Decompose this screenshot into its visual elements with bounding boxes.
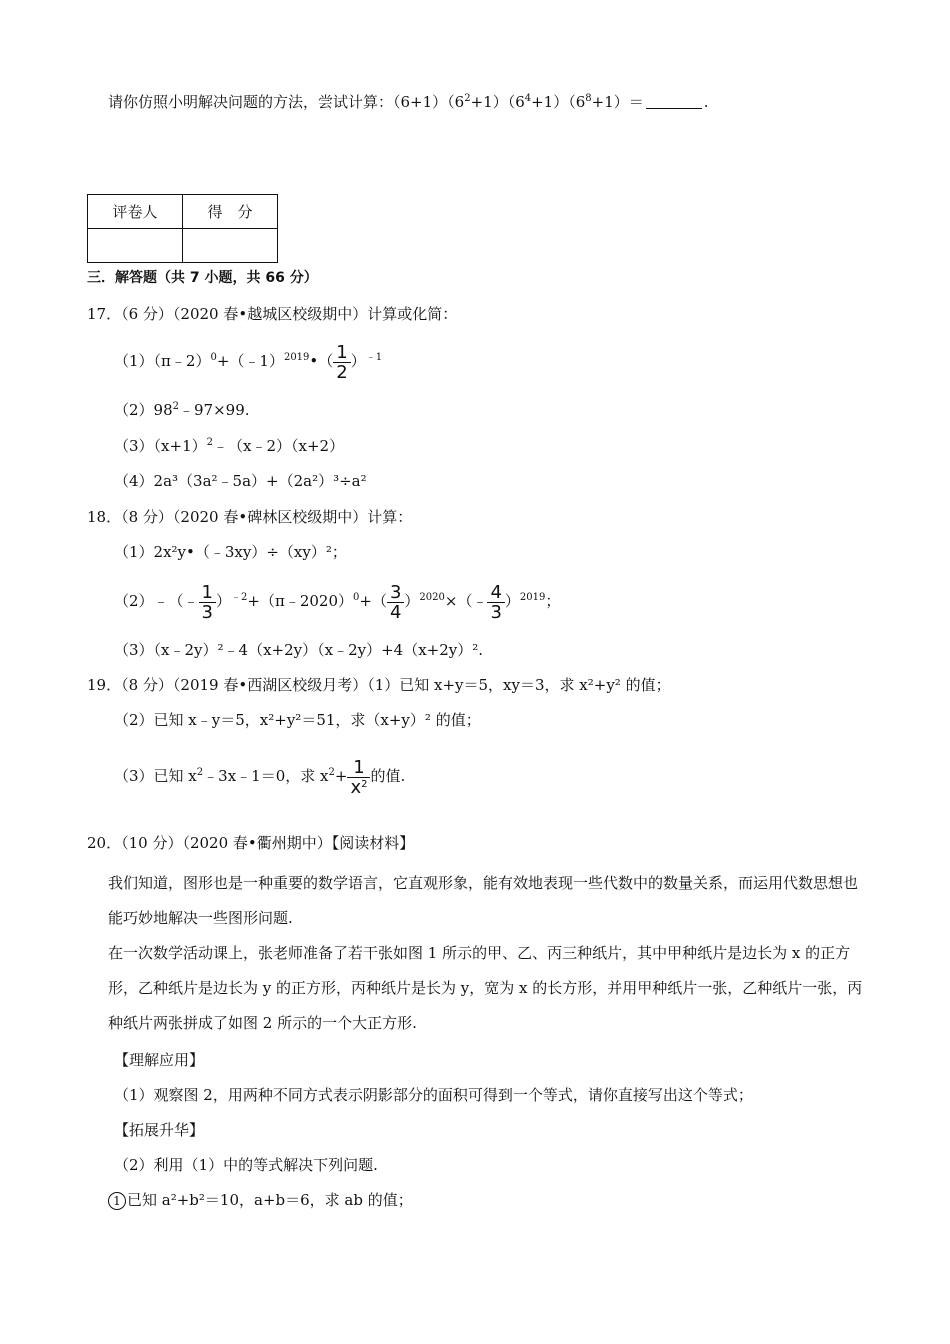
- q18-part2: （2）﹣（﹣ $\frac{1}{3}$ ）$^{﹣2}$+（π﹣2020）$^0$+（ $\frac{3}{4}$ ）$^{2020}$×（﹣ $\frac{4}{3}$ ）$^{2019}$；: [114, 581, 561, 623]
- q20-understand-heading: 【理解应用】: [114, 1051, 205, 1069]
- top-question-line: 请你仿照小明解决问题的方法，尝试计算：$(6+1)(6^2+1)(6^4+1)(6^8+1)=$ .: [108, 93, 709, 111]
- q20-subquestion-1: 1 已知 a²+b²＝10，a+b＝6，求 ab 的值；: [108, 1190, 413, 1210]
- score-table-grader-cell[interactable]: [88, 229, 183, 263]
- q20-paragraph-2: 在一次数学活动课上，张老师准备了若干张如图 1 所示的甲、乙、丙三种纸片，其中甲种纸片是边长为 x 的正方形，乙种纸片是边长为 y 的正方形，丙种纸片是长为 y，宽为 x 的长方形，并用甲种纸片一张，乙种纸片一张，丙种纸片两张拼成了如图 2 所示的一个大正方形.: [108, 944, 863, 1032]
- score-table-score-cell[interactable]: [183, 229, 278, 263]
- q17-part3: $(3)(x+1)^2﹣(x﹣2)(x+2)$: [114, 437, 345, 455]
- q17-part2: $(2)98^2﹣97\times 99$.: [114, 401, 250, 419]
- fraction-one-half: $\frac{1}{2}$: [333, 343, 350, 382]
- score-table-header-grader: 评卷人: [88, 195, 183, 229]
- answer-blank[interactable]: [646, 94, 702, 109]
- q19-part2: （2）已知 x﹣y＝5，x²+y²＝51，求（x+y）² 的值；: [114, 711, 481, 729]
- q20-heading: 20．（10 分）（2020 春•衢州期中）【阅读材料】: [87, 834, 415, 852]
- q19-heading: 19．（8 分）（2019 春•西湖区校级月考）（1）已知 x+y＝5，xy＝3，求 x²+y² 的值；: [87, 676, 671, 694]
- score-table: [87, 194, 278, 263]
- q17-part4: （4）2a³（3a²﹣5a）+（2a²）³÷a²: [114, 472, 367, 490]
- fraction-four-thirds: $\frac{4}{3}$: [487, 583, 504, 622]
- q18-part3: （3）（x﹣2y）²﹣4（x+2y）（x﹣2y）+4（x+2y）².: [114, 641, 484, 659]
- fraction-one-third: $\frac{1}{3}$: [199, 583, 216, 622]
- fraction-three-quarters: $\frac{3}{4}$: [387, 583, 404, 622]
- fraction-one-over-x-squared: $\frac{1}{x^2}$: [347, 758, 370, 797]
- q19-part3: （3）已知 $x^2﹣3x﹣1=0$，求 $x^2+$ $\frac{1}{x^2}$ 的值.: [114, 756, 406, 798]
- q20-extend-heading: 【拓展升华】: [114, 1121, 205, 1139]
- q18-heading: 18．（8 分）（2020 春•碑林区校级期中）计算：: [87, 508, 413, 526]
- q20-part1: （1）观察图 2，用两种不同方式表示阴影部分的面积可得到一个等式，请你直接写出这个等式；: [114, 1086, 753, 1104]
- q20-part2: （2）利用（1）中的等式解决下列问题.: [114, 1156, 378, 1174]
- score-table-header-score: 得 分: [183, 195, 278, 229]
- section-heading: 三．解答题（共 7 小题，共 66 分）: [87, 270, 318, 286]
- q18-part1: （1）2x²y•（﹣3xy）÷（xy）²；: [114, 543, 347, 561]
- q17-part1: （1）（π﹣2）$^0$+（﹣1）$^{2019}$•（ $\frac{1}{2}$ ）$^{﹣1}$: [114, 341, 383, 383]
- circled-number-1: 1: [108, 1192, 126, 1210]
- q17-heading: 17．（6 分）（2020 春•越城区校级期中）计算或化简：: [87, 305, 458, 323]
- q20-paragraph-1: 我们知道，图形也是一种重要的数学语言，它直观形象，能有效地表现一些代数中的数量关系，而运用代数思想也能巧妙地解决一些图形问题.: [108, 874, 859, 927]
